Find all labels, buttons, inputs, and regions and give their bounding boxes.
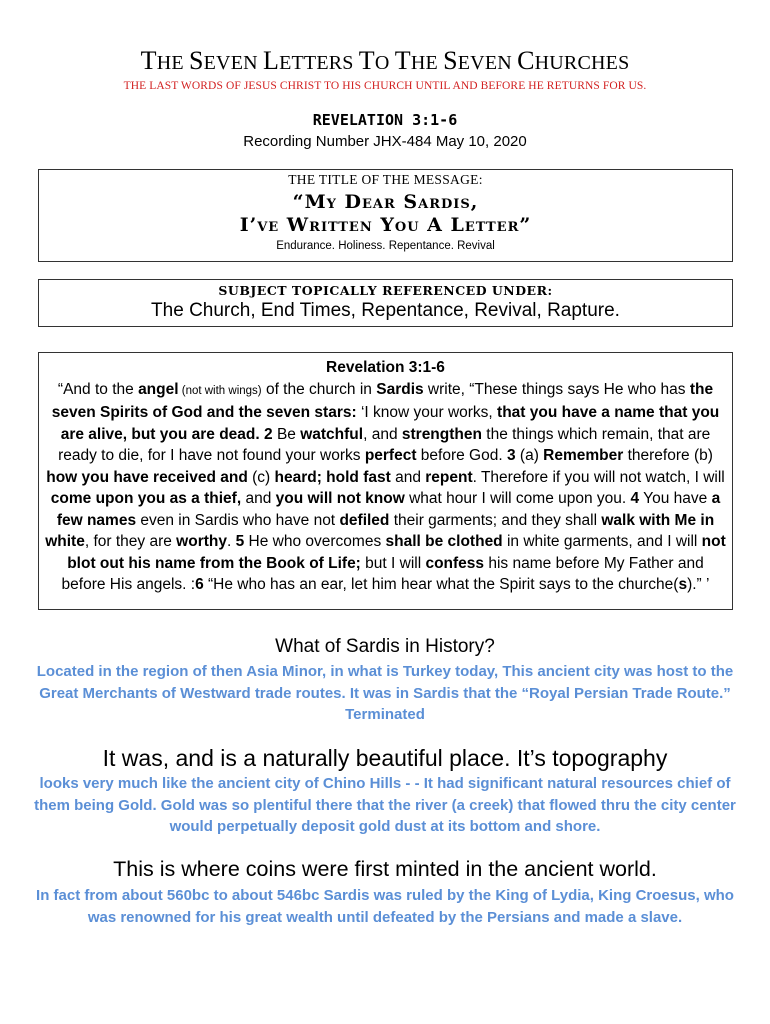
title-cap-letter: T [140,46,157,75]
title-cap-letter: C [517,46,535,75]
message-title-box [38,169,733,262]
title-smallcaps-part: HE [410,52,444,74]
scripture-segment: his name before My Father and before His angels. : [61,554,704,593]
section-heading-coins: This is where coins were first minted in the ancient world. [113,857,657,881]
scripture-segment: write, “These things says He who has [423,380,690,398]
scripture-segment: 3 [506,447,516,464]
section-body-history: Located in the region of then Asia Minor, in what is Turkey today, This ancient city was host to the Great Merchants of Westward trade routes. It was in Sardis that the “Royal Persian Trade Route.” Terminated [36,663,734,723]
subject-topics: The Church, End Times, Repentance, Revival, Rapture. [151,300,620,321]
scripture-segment: confess [425,554,485,572]
scripture-segment: what hour I will come upon you. [404,490,631,507]
message-title-line1: “My Dear Sardis, [292,191,479,213]
subject-label: SUBJECT TOPICALLY REFERENCED UNDER: [218,283,553,298]
scripture-box [38,352,733,610]
scripture-segment: You have [639,490,712,507]
scripture-segment: worthy [176,533,227,550]
scripture-segment: . Therefore if you will not watch, I will [472,468,725,486]
recording-info: Recording Number JHX-484 May 10, 2020 [243,133,527,150]
scripture-segment: , and [363,425,402,443]
scripture-segment: angel [138,380,179,398]
scripture-segment: walk with Me in white [45,511,715,550]
subject-box [38,279,733,327]
scripture-segment: (c) [247,468,275,486]
scripture-segment: defiled [339,511,390,529]
document-title [0,46,770,76]
scripture-segment: ‘I know your works, [356,404,498,421]
scripture-segment: ).” ’ [687,576,710,593]
section-heading-topography: It was, and is a naturally beautiful place. It’s topography [102,745,668,771]
scripture-segment: come upon you as a thief, [50,490,242,507]
scripture-segment: how you have received and [46,468,248,486]
scripture-segment: , for they are [84,533,177,550]
scripture-segment: you will not know [275,490,405,507]
scripture-segment: their garments; and they shall [389,511,602,529]
scripture-segment: He who overcomes [244,533,386,550]
scripture-segment: that you have a name that you are alive, but you are dead. [60,404,720,443]
section-body-topography: looks very much like the ancient city of Chino Hills - - It had significant natural resources chief of them being Gold. Gold was so plentiful there that the river (a creek) that flowed thru the city center would perpetually deposit gold dust at its bottom and shore. [34,775,736,835]
title-cap-letter: S [443,46,458,75]
scripture-segment: heard; hold fast [274,468,391,486]
message-tags: Endurance. Holiness. Repentance. Revival [276,240,495,252]
scripture-segment: (a) [515,447,544,464]
scripture-segment: and [241,490,276,507]
scripture-segment: the things which remain, that are ready to die, for I have not found your works [58,425,711,464]
document-subtitle: THE LAST WORDS OF JESUS CHRIST TO HIS CHURCH UNTIL AND BEFORE HE RETURNS FOR US. [123,80,647,92]
title-smallcaps-part: EVEN [203,52,263,74]
scripture-segment: and [390,468,426,486]
title-smallcaps-part: O [374,52,395,74]
message-title-label: THE TITLE OF THE MESSAGE: [288,172,483,187]
message-title-line2: I’ve Written You A Letter” [239,214,532,236]
scripture-segment: repent [425,468,473,486]
scripture-segment: not blot out his name from the Book of Life; [67,533,726,572]
scripture-segment: 4 [630,490,640,507]
scripture-segment: Be [272,425,301,443]
title-smallcaps-part: HURCHES [534,52,630,74]
scripture-segment: in white garments, and I will [502,533,702,550]
scripture-segment: of the church in [261,380,377,398]
scripture-segment: Sardis [376,380,424,398]
title-smallcaps-part: ETTERS [279,52,359,74]
scripture-segment: Remember [543,447,624,464]
title-smallcaps-part: HE [156,52,189,74]
scripture-segment: a few names [56,490,721,529]
scripture-segment: “And to the [57,380,139,398]
scripture-segment: s [678,576,688,593]
title-cap-letter: T [358,46,375,75]
scripture-heading: Revelation 3:1-6 [326,359,445,376]
scripture-segment: 6 [195,576,204,593]
scripture-segment: watchful [300,425,364,443]
scripture-segment: but I will [360,554,426,572]
title-cap-letter: L [262,46,280,75]
scripture-segment: . [226,533,236,550]
scripture-segment: strengthen [401,425,482,443]
section-body-coins: In fact from about 560bc to about 546bc Sardis was ruled by the King of Lydia, King Croesus, who was renowned for his great wealth until defeated by the Persians and made a slave. [36,887,734,926]
section-heading-history: What of Sardis in History? [275,636,495,657]
scripture-segment: 2 [264,425,273,443]
scripture-segment: “He who has an ear, let him hear what the Spirit says to the churche( [203,576,679,593]
scripture-text [45,379,726,596]
title-cap-letter: T [394,46,411,75]
scripture-segment: perfect [364,447,417,464]
passage-heading: REVELATION 3:1-6 [312,111,458,129]
scripture-segment: therefore (b) [623,447,713,464]
scripture-segment: 5 [235,533,245,550]
scripture-segment: (not with wings) [178,384,262,397]
scripture-segment: the seven Spirits of God and the seven stars: [51,380,714,421]
scripture-segment: before God. [416,447,507,464]
title-cap-letter: S [188,46,204,75]
title-smallcaps-part: EVEN [457,52,518,74]
scripture-segment: shall be clothed [385,533,503,550]
scripture-segment: even in Sardis who have not [136,511,340,529]
